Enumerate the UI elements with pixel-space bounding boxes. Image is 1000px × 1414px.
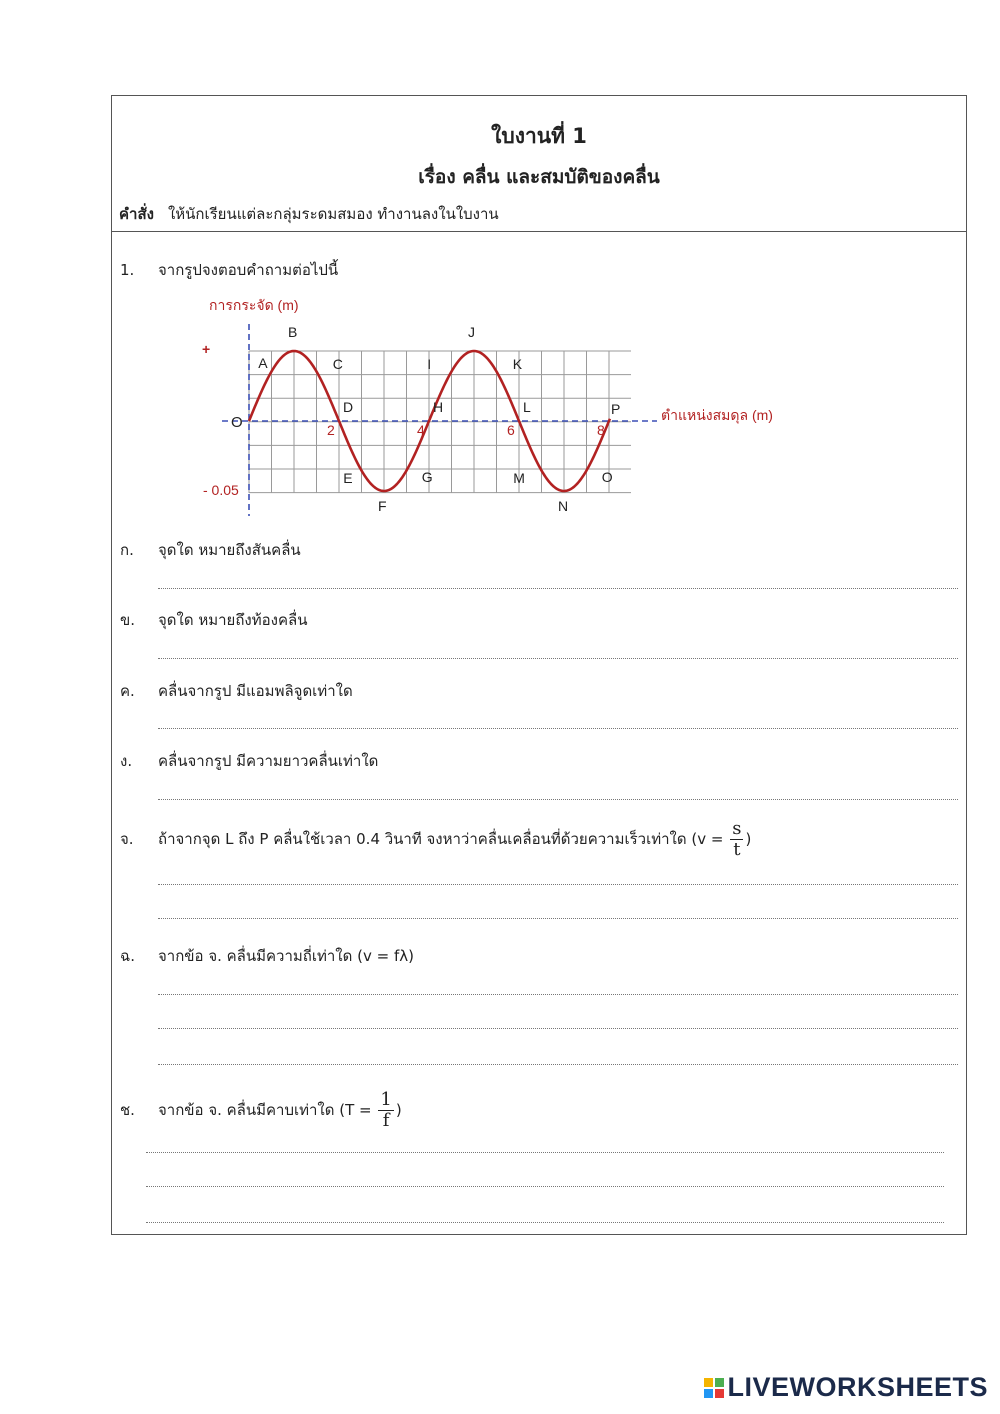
point-label-f: F bbox=[378, 498, 387, 514]
subquestion-number: ฉ. bbox=[120, 947, 135, 965]
y-axis-label: การกระจัด (m) bbox=[209, 297, 299, 313]
question-1-text: จากรูปจงตอบคำถามต่อไปนี้ bbox=[158, 261, 339, 279]
subquestion-number: ค. bbox=[120, 682, 135, 700]
point-label-k: K bbox=[512, 356, 523, 372]
subquestion-number: ข. bbox=[120, 611, 136, 629]
liveworksheets-brand: LIVEWORKSHEETS bbox=[727, 1372, 988, 1402]
answer-line-ko[interactable] bbox=[158, 588, 958, 589]
answer-line-cho-chang-2[interactable] bbox=[146, 1186, 944, 1187]
subquestion-cho bbox=[120, 820, 751, 859]
worksheet-title: ใบงานที่ 1 bbox=[491, 124, 587, 148]
subquestion-text: คลื่นจากรูป มีความยาวคลื่นเท่าใด bbox=[158, 752, 379, 770]
fraction-numerator: s bbox=[732, 818, 742, 839]
x-tick-label: 4 bbox=[417, 422, 425, 438]
question-1 bbox=[120, 258, 338, 282]
point-label-e: E bbox=[343, 470, 353, 486]
fraction-denominator: t bbox=[733, 839, 741, 860]
velocity-fraction bbox=[730, 820, 743, 859]
point-label-n: N bbox=[558, 498, 569, 514]
point-label-p: P bbox=[611, 401, 621, 417]
x-tick-label: 6 bbox=[507, 422, 515, 438]
wave-chart-svg bbox=[197, 294, 817, 519]
point-label-m: M bbox=[513, 470, 525, 486]
instruction bbox=[119, 202, 499, 226]
wave-chart bbox=[197, 294, 817, 523]
subquestion-number: ช. bbox=[120, 1101, 135, 1119]
point-label-h: H bbox=[433, 399, 444, 415]
answer-line-chho-2[interactable] bbox=[158, 1028, 958, 1029]
subquestion-text: จุดใด หมายถึงสันคลื่น bbox=[158, 541, 301, 559]
subquestion-text: จากข้อ จ. คลื่นมีคาบเท่าใด (T = bbox=[158, 1101, 372, 1119]
subquestion-kho-khon bbox=[120, 679, 353, 703]
y-min-label: - 0.05 bbox=[203, 482, 239, 498]
question-1-number: 1. bbox=[120, 261, 135, 279]
origin-label: O bbox=[231, 414, 243, 431]
liveworksheets-icon bbox=[704, 1378, 724, 1398]
answer-line-cho-1[interactable] bbox=[158, 884, 958, 885]
subquestion-text: ถ้าจากจุด L ถึง P คลื่นใช้เวลา 0.4 วินาที จงหาว่าคลื่นเคลื่อนที่ด้วยความเร็วเท่าใด (v = bbox=[158, 830, 724, 848]
worksheet-header bbox=[112, 96, 966, 232]
subquestion-cho-chang bbox=[120, 1091, 402, 1130]
answer-line-ngo[interactable] bbox=[158, 799, 958, 800]
answer-line-cho-chang-3[interactable] bbox=[146, 1222, 944, 1223]
subquestion-text: จากข้อ จ. คลื่นมีความถี่เท่าใด (v = fλ) bbox=[158, 947, 414, 965]
subquestion-kho bbox=[120, 608, 307, 632]
worksheet-subtitle: เรื่อง คลื่น และสมบัติของคลื่น bbox=[418, 166, 660, 188]
subquestion-chho bbox=[120, 944, 414, 968]
instruction-label: คำสั่ง bbox=[119, 205, 154, 223]
instruction-text: ให้นักเรียนแต่ละกลุ่มระดมสมอง ทำงานลงในใบงาน bbox=[167, 205, 499, 223]
closing-paren: ) bbox=[745, 830, 752, 848]
subquestion-text: จุดใด หมายถึงท้องคลื่น bbox=[158, 611, 308, 629]
subquestion-text: คลื่นจากรูป มีแอมพลิจูดเท่าใด bbox=[158, 682, 353, 700]
closing-paren: ) bbox=[395, 1101, 402, 1119]
subquestion-number: ง. bbox=[120, 752, 133, 770]
answer-line-kho[interactable] bbox=[158, 658, 958, 659]
fraction-numerator: 1 bbox=[380, 1089, 392, 1110]
subquestion-number: ก. bbox=[120, 541, 134, 559]
point-label-o: O bbox=[601, 469, 613, 485]
fraction-denominator: f bbox=[382, 1110, 390, 1131]
subquestion-number: จ. bbox=[120, 830, 134, 848]
x-tick-label: 8 bbox=[597, 422, 605, 438]
liveworksheets-logo[interactable] bbox=[704, 1372, 988, 1403]
answer-line-chho-1[interactable] bbox=[158, 994, 958, 995]
point-label-j: J bbox=[468, 324, 475, 340]
worksheet bbox=[111, 95, 967, 1235]
period-fraction bbox=[378, 1091, 393, 1130]
point-label-d: D bbox=[343, 399, 354, 415]
point-label-i: I bbox=[427, 356, 432, 372]
subquestion-ngo bbox=[120, 749, 378, 773]
point-label-l: L bbox=[523, 399, 531, 415]
x-axis-label: ตำแหน่งสมดุล (m) bbox=[661, 407, 773, 423]
y-max-label: + bbox=[202, 341, 211, 357]
answer-line-cho-chang-1[interactable] bbox=[146, 1152, 944, 1153]
answer-line-cho-2[interactable] bbox=[158, 918, 958, 919]
point-label-b: B bbox=[288, 324, 298, 340]
point-label-c: C bbox=[332, 356, 343, 372]
point-label-g: G bbox=[421, 469, 433, 485]
x-tick-label: 2 bbox=[327, 422, 335, 438]
point-label-a: A bbox=[258, 355, 268, 371]
answer-line-chho-3[interactable] bbox=[158, 1064, 958, 1065]
subquestion-ko bbox=[120, 538, 301, 562]
answer-line-kho-khon[interactable] bbox=[158, 728, 958, 729]
